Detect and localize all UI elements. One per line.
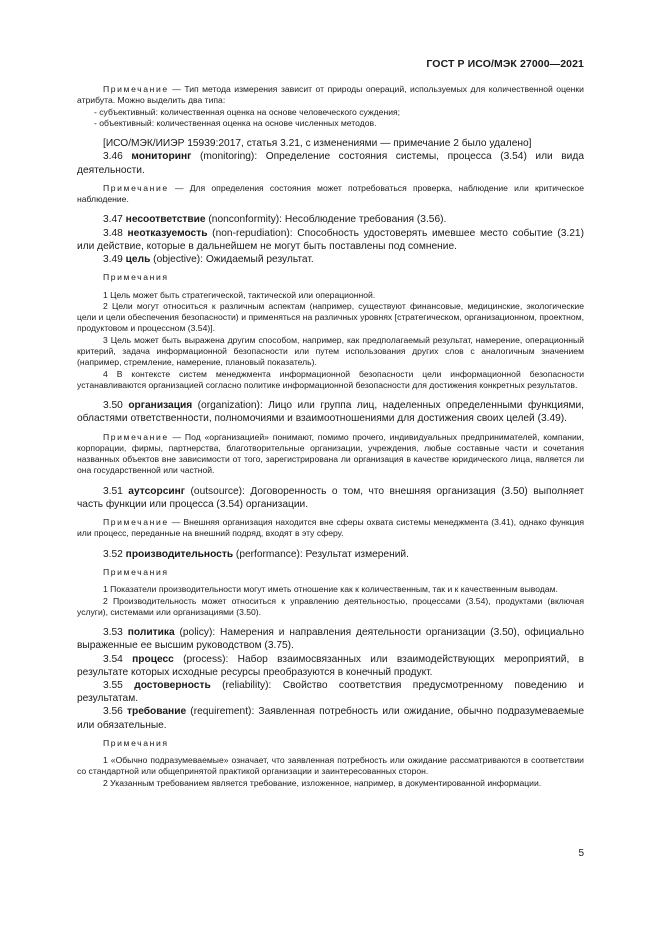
- term-name: несоответствие: [125, 214, 206, 226]
- notes-heading: Примечания: [103, 737, 169, 748]
- note-list-item: - объективный: количественная оценка на основе численных методов.: [94, 117, 377, 128]
- term-3-55: 3.55 достоверность (reliability): Свойство соответствия предусмотренному поведению и результатам.: [77, 679, 584, 705]
- term-name: цель: [125, 254, 151, 265]
- note-label: Примечание: [103, 431, 169, 442]
- term-3-50: 3.50 организация (organization): Лицо или группа лиц, наделенных определенными функциями, областями ответственности, полномочиями и взаимоотношениями для достижения своих целей (3.49).: [77, 400, 584, 425]
- term-name: процесс: [132, 653, 174, 665]
- note-item: 2 Цели могут относиться к различным аспектам (например, существуют финансовые, медицинские, экологические цели и цели обеспечения безопасности) и применяться на различных уровнях [стратегическом, организационном, проектном, продуктовом и процессном (3.54)].: [77, 300, 584, 334]
- term-name: организация: [128, 400, 193, 412]
- term-name: мониторинг: [131, 151, 192, 163]
- note-item: 1 «Обычно подразумеваемые» означает, что заявленная потребность или ожидание рассматриваются в соответствии со стандартной или общепринятой практикой организации и заинтересованных сторон.: [77, 755, 584, 777]
- source-reference: [ИСО/МЭК/ИИЭР 15939:2017, статья 3.21, с изменениями — примечание 2 было удалено]: [103, 138, 532, 150]
- note-3-46: Примечание — Для определения состояния может потребоваться проверка, наблюдение или критическое наблюдение.: [77, 182, 584, 205]
- note-text: — Тип метода измерения зависит от природы операций, используемых для количественной оценки атрибута. Можно выделить два типа:: [77, 84, 584, 106]
- note-label: Примечание: [103, 182, 169, 193]
- term-name: требование: [127, 706, 187, 718]
- note-list-item: - субъективный: количественная оценка на основе человеческого суждения;: [94, 106, 401, 117]
- note-3-50: Примечание — Под «организацией» понимают, помимо прочего, индивидуальных предпринимателей, компании, корпорации, фирмы, партнерства, благотворительные организации, учреждения, любые составные части и сочетания названных объектов вне зависимости от того, зарегистрирована ли организация в качестве юридического лица, является ли она государственной или частной.: [77, 431, 584, 476]
- note-item: 1 Показатели производительности могут иметь отношение как к количественным, так и к качественным выводам.: [103, 584, 558, 595]
- document-header: ГОСТ Р ИСО/МЭК 27000—2021: [426, 58, 584, 70]
- page-number: 5: [578, 848, 584, 859]
- note-label: Примечание: [103, 84, 169, 94]
- notes-heading: Примечания: [103, 566, 169, 577]
- term-3-53: 3.53 политика (policy): Намерения и направления деятельности организации (3.50), официально выраженные ее высшим руководством (3.75).: [77, 627, 584, 652]
- term-3-52: 3.52 производительность (performance): Результат измерений.: [103, 548, 409, 560]
- note-item: 2 Указанным требованием является требование, изложенное, например, в документированной информации.: [103, 777, 542, 788]
- term-3-51: 3.51 аутсорсинг (outsource): Договоренность о том, что внешняя организация (3.50) выполняет часть функции или процесса (3.54) организации.: [77, 485, 584, 510]
- term-3-49: 3.49 цель (objective): Ожидаемый результат.: [103, 254, 314, 265]
- term-3-48: 3.48 неотказуемость (non-repudiation): Способность удостоверять имевшее место событие (3.21) или действие, которые в дальнейшем не могут быть поставлены под сомнение.: [77, 227, 584, 252]
- note-label: Примечание: [103, 517, 169, 528]
- term-name: достоверность: [134, 679, 211, 691]
- note-item: 2 Производительность может относиться к управлению деятельностью, процессами (3.54), продуктами (включая услуги), системами или организациями (3.50).: [77, 595, 584, 617]
- note-item: 3 Цель может быть выражена другим способом, например, как предполагаемый результат, намерение, операционный критерий, задача информационной безопасности или путем использования других слов с аналогичным значением (например, стремление, намерение, плановый показатель).: [77, 334, 584, 368]
- note-3-51: Примечание — Внешняя организация находится вне сферы охвата системы менеджмента (3.41), однако функция или процесс, переданные на внешний подряд, входят в эту сферу.: [77, 517, 584, 539]
- note-3-45: [77, 84, 584, 107]
- term-3-47: 3.47 несоответствие (nonconformity): Несоблюдение требования (3.56).: [103, 214, 447, 226]
- notes-heading: Примечания: [103, 272, 169, 283]
- note-item: 4 В контексте систем менеджмента информационной безопасности цели информационной безопасности устанавливаются организацией согласно политике информационной безопасности для достижения конкретных результатов.: [77, 368, 584, 390]
- page-content: [77, 60, 584, 789]
- term-name: аутсорсинг: [128, 485, 186, 497]
- term-name: неотказуемость: [127, 227, 208, 239]
- term-3-54: 3.54 процесс (process): Набор взаимосвязанных или взаимодействующих мероприятий, в результате которых исходные ресурсы преобразуются в конечный продукт.: [77, 653, 584, 678]
- term-3-46: 3.46 мониторинг (monitoring): Определение состояния системы, процесса (3.54) или вида деятельности.: [77, 151, 584, 176]
- note-item: 1 Цель может быть стратегической, тактической или операционной.: [103, 289, 376, 300]
- term-3-56: 3.56 требование (requirement): Заявленная потребность или ожидание, обычно подразумеваемые или обязательные.: [77, 706, 584, 731]
- term-name: политика: [127, 627, 175, 639]
- term-name: производительность: [125, 548, 234, 560]
